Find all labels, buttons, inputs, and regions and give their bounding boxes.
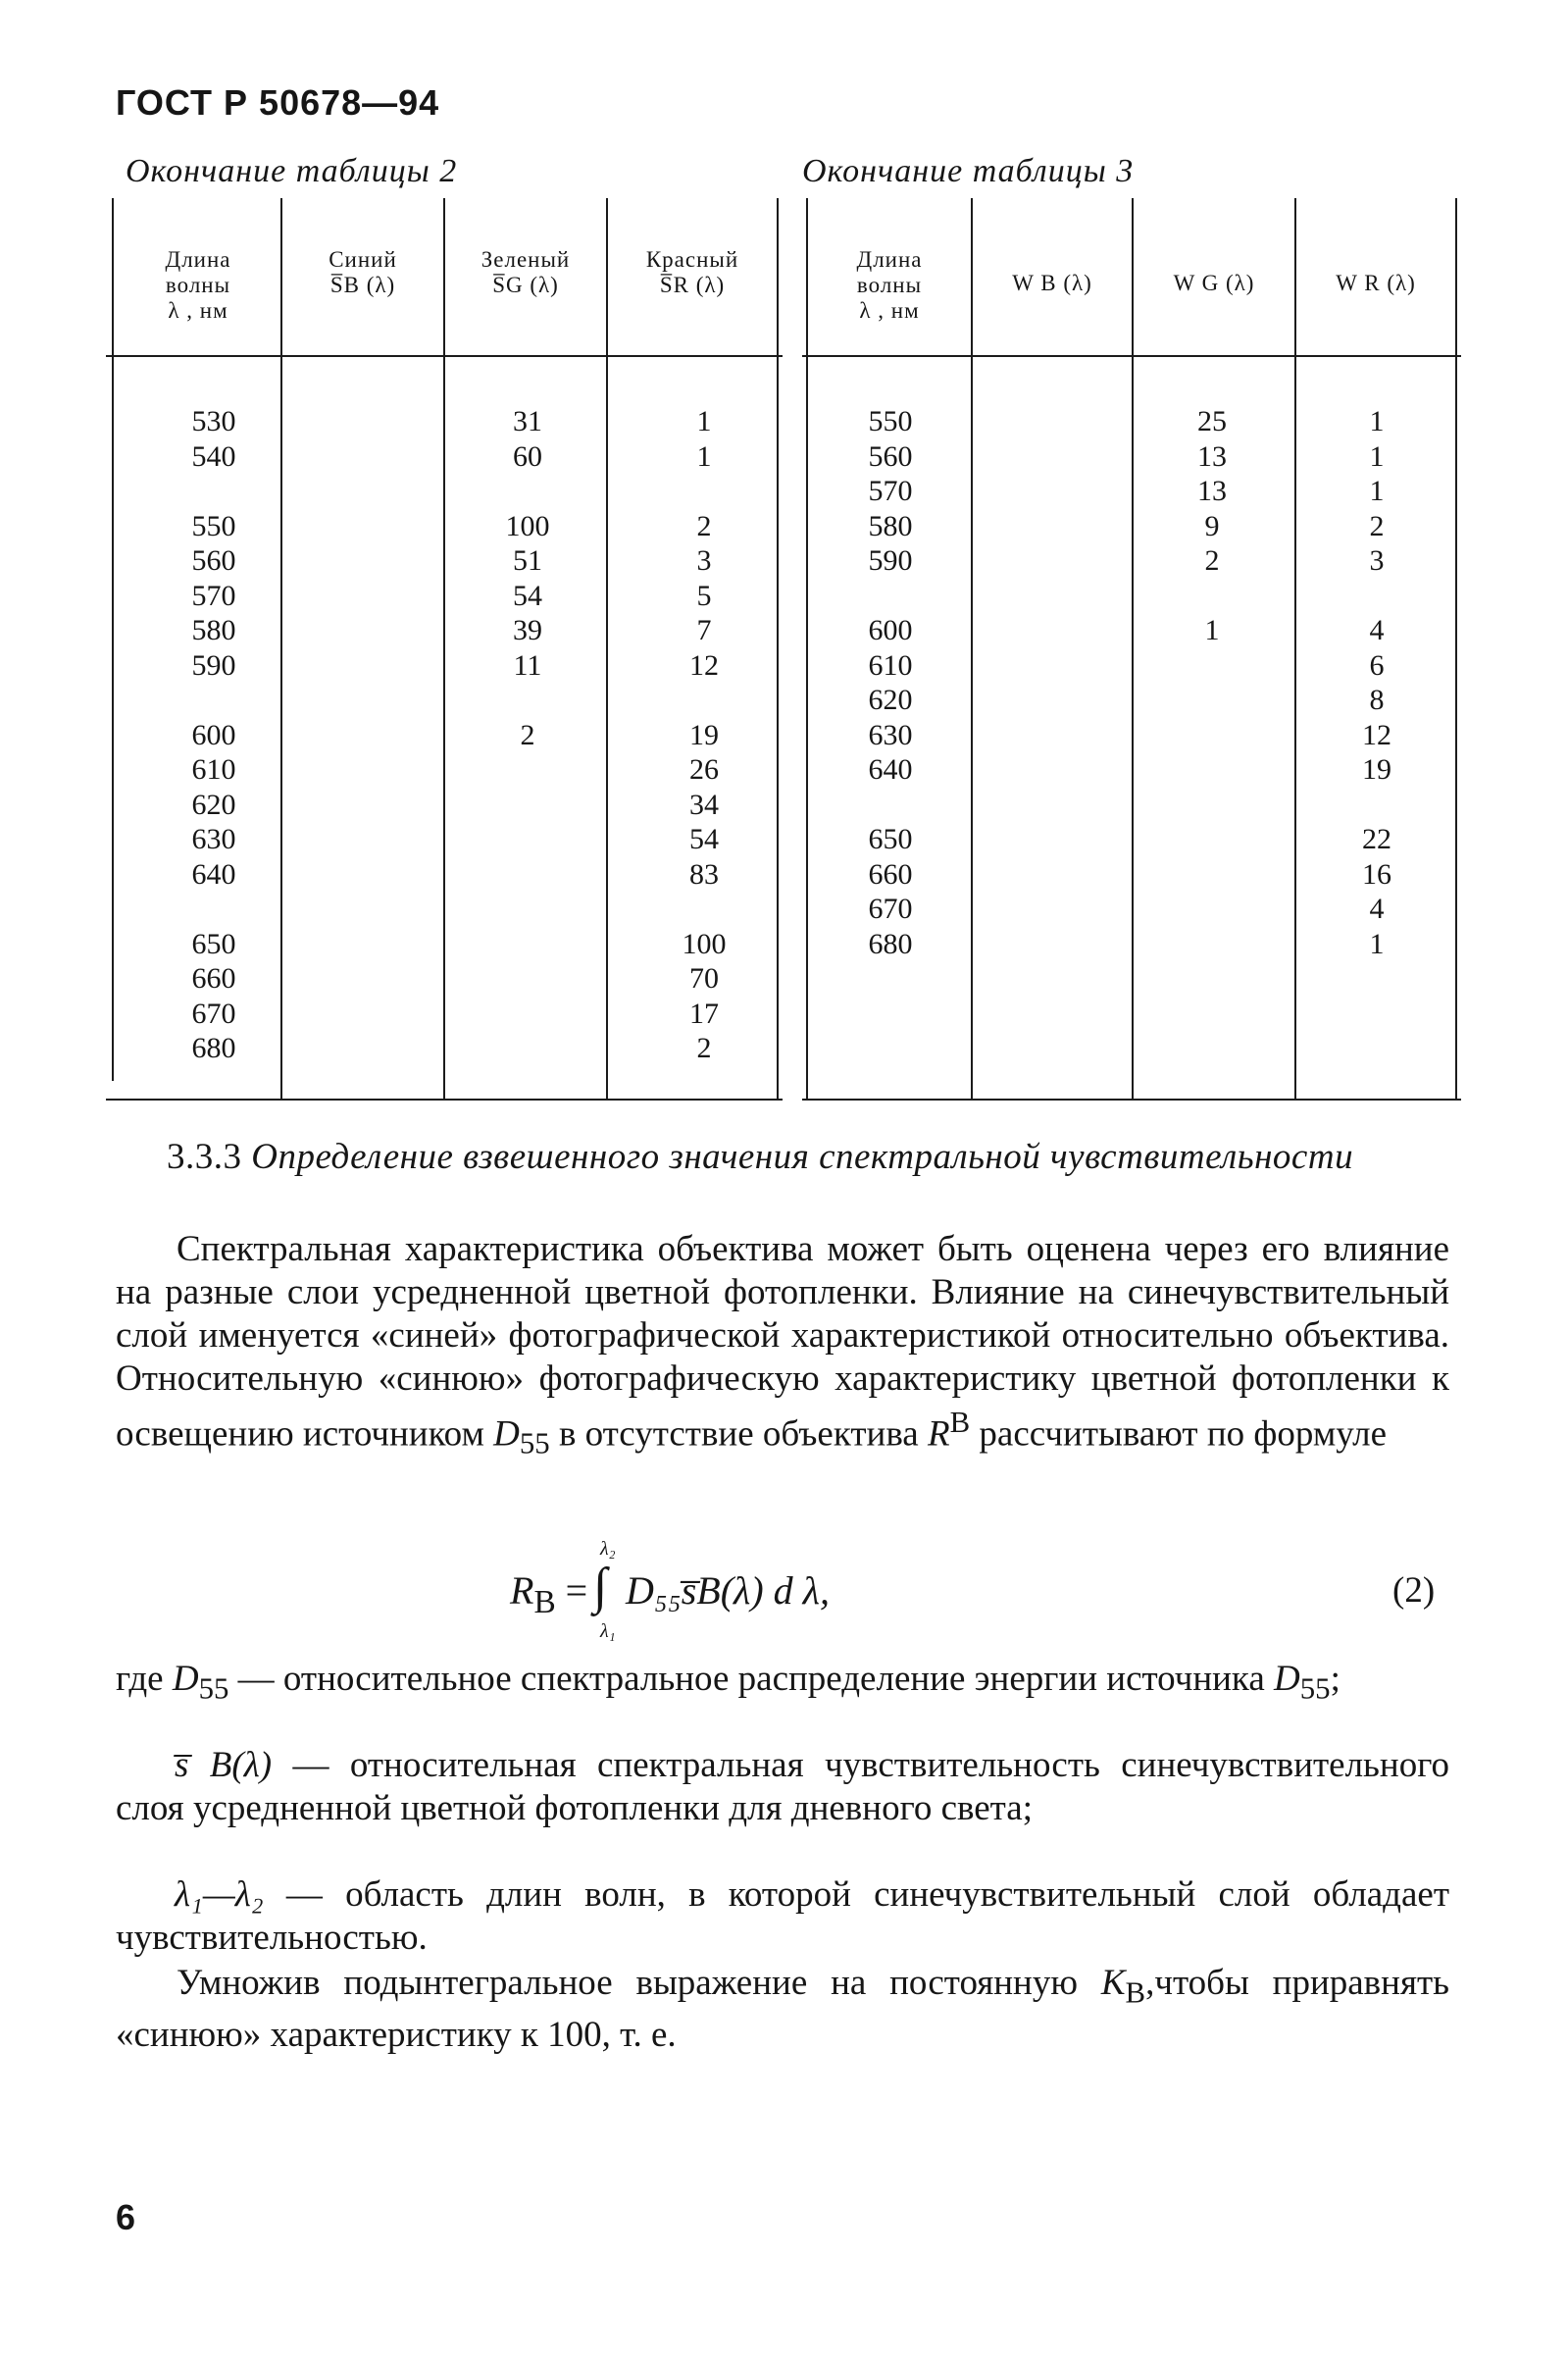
table-cell: 660	[868, 857, 913, 891]
table3-header-wr: W R (λ)	[1336, 271, 1416, 295]
table-cell	[292, 474, 439, 509]
table-cell	[979, 648, 1126, 684]
table-cell	[165, 892, 263, 927]
table-cell: 4	[1369, 893, 1385, 925]
table-cell: 580	[868, 509, 913, 542]
table-cell: 620	[191, 788, 236, 821]
table2-border-right	[777, 198, 779, 1101]
table-cell: 2	[696, 509, 712, 542]
table-cell: 540	[191, 439, 236, 473]
table-cell: 3	[1369, 544, 1385, 577]
table-cell	[479, 683, 577, 718]
integral-sign: ∫	[593, 1559, 608, 1614]
table-cell: 610	[868, 648, 913, 682]
table-3	[802, 198, 1461, 1101]
table-cell: 12	[689, 648, 719, 682]
paragraph-2: где $D_{55}$ — относительное спектральное распределение энергии источника $D_{55}$;	[116, 1659, 1340, 1706]
table2-col-wavelength	[165, 404, 263, 1066]
table-cell	[479, 474, 577, 509]
table-cell: 630	[191, 823, 236, 855]
table3-header-wg: W G (λ)	[1173, 271, 1255, 295]
table-cell: 34	[689, 788, 719, 821]
table-cell	[292, 927, 439, 962]
document-header: ГОСТ Р 50678—94	[116, 82, 440, 123]
table-cell	[979, 509, 1126, 544]
table-cell: 9	[1204, 509, 1220, 542]
table-cell	[292, 1031, 439, 1066]
table-cell: 11	[513, 648, 542, 682]
table-cell: 650	[191, 927, 236, 960]
table-cell: 570	[868, 475, 913, 507]
table-cell: 1	[696, 439, 712, 473]
table-cell: 19	[1362, 753, 1391, 786]
table-cell	[979, 613, 1126, 648]
table-cell: 16	[1362, 857, 1391, 891]
table3-border-right	[1455, 198, 1457, 1101]
table-cell: 26	[689, 753, 719, 786]
table-cell	[292, 613, 439, 648]
table-cell	[292, 439, 439, 475]
table2-col-red	[655, 404, 753, 1066]
table-cell	[841, 579, 939, 614]
table3-bottom-rule	[802, 1099, 1461, 1101]
table-cell: 600	[868, 614, 913, 646]
table-cell	[479, 997, 577, 1032]
table2-bottom-rule	[106, 1099, 783, 1101]
formula-integrand: D₅₅s̅B(λ) d λ,	[626, 1568, 830, 1613]
table-cell: 680	[868, 927, 913, 960]
table-cell	[292, 752, 439, 788]
table2-col-green	[479, 404, 577, 1066]
table3-col-wb	[979, 404, 1126, 961]
table-cell	[979, 788, 1126, 823]
table-cell	[292, 579, 439, 614]
table-cell	[292, 857, 439, 893]
table-cell: 54	[513, 579, 542, 612]
table-cell: 3	[696, 544, 712, 577]
paragraph-3: s̅ B(λ) — относительная спектральная чувствительность синечувствительного слоя усредненной цветной фотопленки для дневного света;	[116, 1745, 1449, 1828]
table-cell: 13	[1197, 439, 1227, 473]
table-cell	[292, 509, 439, 544]
table-cell	[1163, 579, 1261, 614]
table-cell: 17	[689, 997, 719, 1030]
table-cell	[479, 788, 577, 823]
table-cell: 550	[868, 405, 913, 437]
table3-border-left	[806, 198, 808, 1101]
table-cell: 1	[1369, 927, 1385, 960]
table-cell	[841, 788, 939, 823]
table-cell	[292, 997, 439, 1032]
table2-border-left	[112, 198, 114, 1081]
table-cell: 580	[191, 614, 236, 646]
table-cell: 22	[1362, 823, 1391, 855]
table3-col-wg	[1163, 404, 1261, 961]
paragraph-1: Спектральная характеристика объектива может быть оценена через его влияние на разные слои усредненной цветной фотопленки. Влияние на синечувствительный слой именуется «синей» фотографической характеристикой относительно объектива. Относительную «синюю» фотографическую характеристику цветной фотопленки к освещению источником $D_{55}$ в отсутствие объектива $R^B$ рассчитывают по формуле	[116, 1229, 1449, 1460]
table-cell	[165, 683, 263, 718]
table-cell: 31	[513, 405, 542, 437]
table-cell	[1163, 683, 1261, 718]
table-cell: 100	[505, 509, 550, 542]
table-cell: 650	[868, 823, 913, 855]
table-cell	[655, 683, 753, 718]
table-cell: 1	[1369, 475, 1385, 507]
table-cell: 100	[682, 927, 727, 960]
table-cell: 4	[1369, 614, 1385, 646]
formula-lhs: $R_B$ =	[510, 1568, 588, 1620]
table-cell	[979, 927, 1126, 962]
table-cell	[1328, 579, 1426, 614]
table-cell: 8	[1369, 684, 1385, 716]
table-cell	[292, 788, 439, 823]
table-cell	[979, 543, 1126, 579]
table-cell	[479, 1031, 577, 1066]
table2-col-divider	[606, 198, 608, 1101]
table-cell	[979, 892, 1126, 927]
table-cell	[479, 961, 577, 997]
table3-col-divider	[971, 198, 973, 1101]
table2-header-red: Красный S̅R (λ)	[645, 247, 739, 297]
table-cell	[979, 857, 1126, 893]
table3-col-wavelength	[841, 404, 939, 961]
table-cell	[292, 718, 439, 753]
table-cell	[1163, 857, 1261, 893]
table-cell	[979, 683, 1126, 718]
section-title: Определение взвешенного значения спектральной чувствительности	[251, 1137, 1354, 1177]
table-cell: 670	[868, 893, 913, 925]
table-cell	[479, 752, 577, 788]
table-cell: 1	[1369, 405, 1385, 437]
table-cell: 51	[513, 544, 542, 577]
table-cell: 83	[689, 857, 719, 891]
table-cell	[1163, 927, 1261, 962]
table-cell: 570	[191, 579, 236, 612]
table-cell: 1	[696, 405, 712, 437]
table-cell: 7	[696, 614, 712, 646]
table-cell: 25	[1197, 405, 1227, 437]
table-cell: 620	[868, 684, 913, 716]
table-cell	[292, 892, 439, 927]
section-heading	[167, 1136, 1442, 1179]
table-cell	[655, 474, 753, 509]
table-cell: 640	[868, 753, 913, 786]
table-cell: 39	[513, 614, 542, 646]
table-cell	[292, 683, 439, 718]
formula-2	[510, 1538, 1196, 1642]
table-cell	[1163, 892, 1261, 927]
table-cell: 19	[689, 718, 719, 751]
table-cell: 530	[191, 405, 236, 437]
table-cell: 600	[191, 718, 236, 751]
table-cell: 12	[1362, 718, 1391, 751]
table-cell	[292, 648, 439, 684]
table-cell: 6	[1369, 648, 1385, 682]
formula-lower-limit: λ₁	[600, 1620, 616, 1642]
formula-upper-limit: λ₂	[600, 1538, 616, 1560]
table-cell	[292, 404, 439, 439]
paragraph-4: λ₁—λ₂ — область длин волн, в которой синечувствительный слой обладает чувствительностью.	[116, 1874, 1449, 1958]
table-cell: 560	[868, 439, 913, 473]
table-cell	[979, 822, 1126, 857]
table-cell	[292, 822, 439, 857]
table-cell: 590	[868, 544, 913, 577]
table-cell: 630	[868, 718, 913, 751]
table-cell	[479, 892, 577, 927]
table-cell	[979, 718, 1126, 753]
table-cell: 2	[1204, 544, 1220, 577]
table-cell: 13	[1197, 475, 1227, 507]
table-cell: 550	[191, 509, 236, 542]
section-number: 3.3.3	[167, 1137, 242, 1177]
table-cell	[1163, 718, 1261, 753]
table-cell	[292, 543, 439, 579]
table-cell: 60	[513, 439, 542, 473]
table-cell: 2	[1369, 509, 1385, 542]
table-cell	[979, 404, 1126, 439]
table-cell	[1163, 788, 1261, 823]
table-cell	[479, 927, 577, 962]
table-cell: 590	[191, 648, 236, 682]
table-cell	[1328, 788, 1426, 823]
table-cell	[979, 752, 1126, 788]
table-cell: 2	[696, 1032, 712, 1064]
table-cell: 54	[689, 823, 719, 855]
table-cell	[979, 439, 1126, 475]
table-cell: 560	[191, 544, 236, 577]
table2-header-wavelength: Длина волны λ , нм	[165, 247, 231, 323]
table2-header-green: Зеленый S̅G (λ)	[481, 247, 571, 297]
table2-col-blue	[292, 404, 439, 1066]
table-cell	[979, 474, 1126, 509]
table2-header-blue: Синий S̅B (λ)	[329, 247, 397, 297]
table-cell	[292, 961, 439, 997]
table-cell	[1163, 752, 1261, 788]
table2-caption: Окончание таблицы 2	[126, 153, 458, 189]
table3-header-wb: W B (λ)	[1012, 271, 1092, 295]
table-cell	[165, 474, 263, 509]
table-cell	[479, 822, 577, 857]
table-cell: 70	[689, 962, 719, 995]
table-cell	[655, 892, 753, 927]
table2-col-divider	[280, 198, 282, 1101]
table-cell: 610	[191, 753, 236, 786]
table2-header-rule	[106, 355, 783, 357]
paragraph-5: Умножив подынтегральное выражение на постоянную $K_B,чтобы$ приравнять «синюю» характеристику к 100, т. е.	[116, 1963, 1450, 2056]
table-cell: 2	[520, 718, 535, 751]
table-cell	[1163, 648, 1261, 684]
table-cell: 1	[1204, 614, 1220, 646]
table-cell: 680	[191, 1032, 236, 1064]
table-cell	[1163, 822, 1261, 857]
table-cell: 640	[191, 857, 236, 891]
table3-header-rule	[802, 355, 1461, 357]
equation-number: (2)	[1392, 1570, 1436, 1611]
table-2	[106, 198, 783, 1101]
table3-col-wr	[1328, 404, 1426, 961]
table-cell: 1	[1369, 439, 1385, 473]
table-cell: 660	[191, 962, 236, 995]
table3-col-divider	[1294, 198, 1296, 1101]
table-cell	[979, 579, 1126, 614]
table3-header-wavelength: Длина волны λ , нм	[856, 247, 923, 323]
table-cell: 5	[696, 579, 712, 612]
table-cell	[479, 857, 577, 893]
page-number: 6	[116, 2197, 136, 2237]
table2-col-divider	[443, 198, 445, 1101]
table3-caption: Окончание таблицы 3	[802, 153, 1135, 189]
table3-col-divider	[1132, 198, 1134, 1101]
table-cell: 670	[191, 997, 236, 1030]
